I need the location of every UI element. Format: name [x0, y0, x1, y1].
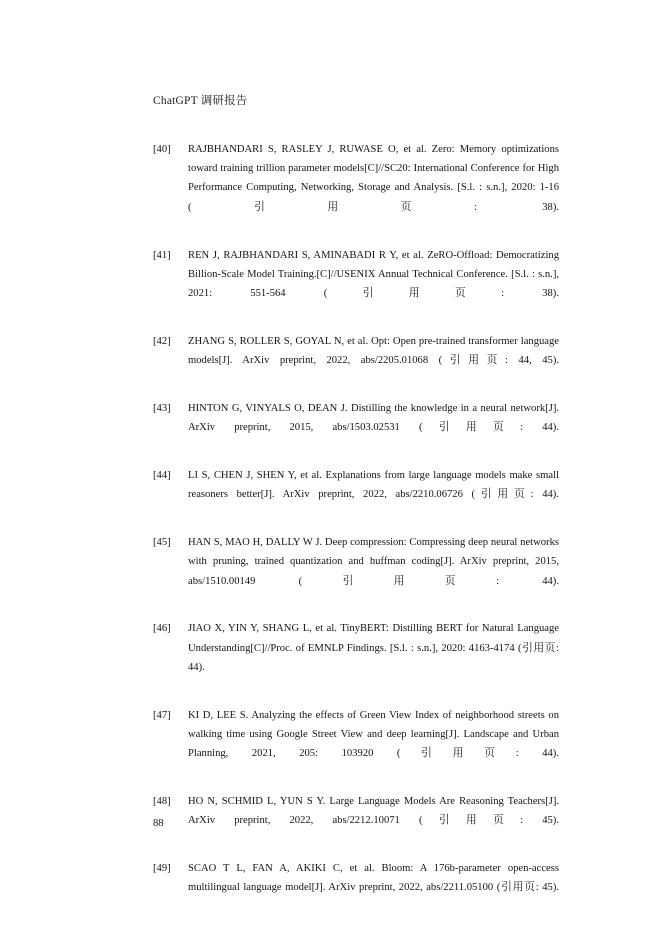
reference-entry [153, 619, 559, 696]
reference-entry [153, 792, 559, 850]
reference-entry [153, 332, 559, 390]
reference-text: HINTON G, VINYALS O, DEAN J. Distilling the knowledge in a neural network[J]. ArXiv preprint, 2015, abs/1503.02531 (引用页: 44). [188, 402, 559, 434]
reference-label: [40] [153, 144, 171, 155]
reference-entry [153, 466, 559, 524]
reference-label: [42] [153, 335, 171, 347]
reference-text: REN J, RAJBHANDARI S, AMINABADI R Y, et al. ZeRO-Offload: Democratizing Billion-Scale Model Training.[C]//USENIX Annual Technical Conference. [S.l. : s.n.], 2021: 551-564 (引用页: 38). [188, 249, 559, 299]
reference-text: HO N, SCHMID L, YUN S Y. Large Language Models Are Reasoning Teachers[J]. ArXiv preprint, 2022, abs/2212.10071 (引用页: 45). [188, 796, 559, 827]
reference-text: JIAO X, YIN Y, SHANG L, et al. TinyBERT: Distilling BERT for Natural Language Understanding[C]//Proc. of EMNLP Findings. [S.l. : s.n.], 2020: 4163-4174 (引用页: 44). [188, 623, 559, 673]
reference-label: [41] [153, 249, 171, 261]
reference-text: ZHANG S, ROLLER S, GOYAL N, et al. Opt: Open pre-trained transformer language models[J]. ArXiv preprint, 2022, abs/2205.01068 (引用页: 44, 45). [188, 335, 559, 367]
reference-entry [153, 399, 559, 457]
reference-entry [153, 140, 559, 236]
reference-entry [153, 706, 559, 783]
reference-label: [49] [153, 863, 171, 875]
reference-label: [46] [153, 623, 171, 635]
reference-label: [48] [153, 796, 171, 808]
reference-label: [44] [153, 470, 171, 482]
reference-text: RAJBHANDARI S, RASLEY J, RUWASE O, et al. Zero: Memory optimizations toward training trillion parameter models[C]//SC20: International Conference for High Performance Computing, Networking, Storage and Analysis. [S.l. : s.n.], 2020: 1-16 (引用页: 38). [188, 144, 559, 213]
running-head: ChatGPT 调研报告 [153, 95, 248, 107]
reference-label: [47] [153, 709, 171, 721]
reference-text: KI D, LEE S. Analyzing the effects of Green View Index of neighborhood streets on walking time using Google Street View and deep learning[J]. Landscape and Urban Planning, 2021, 205: 103920 (引用页: 44). [188, 709, 559, 760]
reference-entry [153, 533, 559, 610]
reference-text: HAN S, MAO H, DALLY W J. Deep compression: Compressing deep neural networks with pruning, trained quantization and huffman coding[J]. ArXiv preprint, 2015, abs/1510.00149 (引用页: 44). [188, 537, 559, 587]
reference-text: SCAO T L, FAN A, AKIKI C, et al. Bloom: A 176b-parameter open-access multilingual language model[J]. ArXiv preprint, 2022, abs/2211.05100 (引用页: 45). [188, 863, 559, 894]
reference-entry [153, 859, 559, 917]
reference-label: [45] [153, 537, 171, 549]
reference-entry [153, 246, 559, 323]
page-number: 88 [153, 818, 164, 829]
reference-label: [43] [153, 402, 171, 414]
reference-list [153, 140, 559, 917]
reference-text: LI S, CHEN J, SHEN Y, et al. Explanations from large language models make small reasoners better[J]. ArXiv preprint, 2022, abs/2210.06726 (引用页: 44). [188, 470, 559, 501]
